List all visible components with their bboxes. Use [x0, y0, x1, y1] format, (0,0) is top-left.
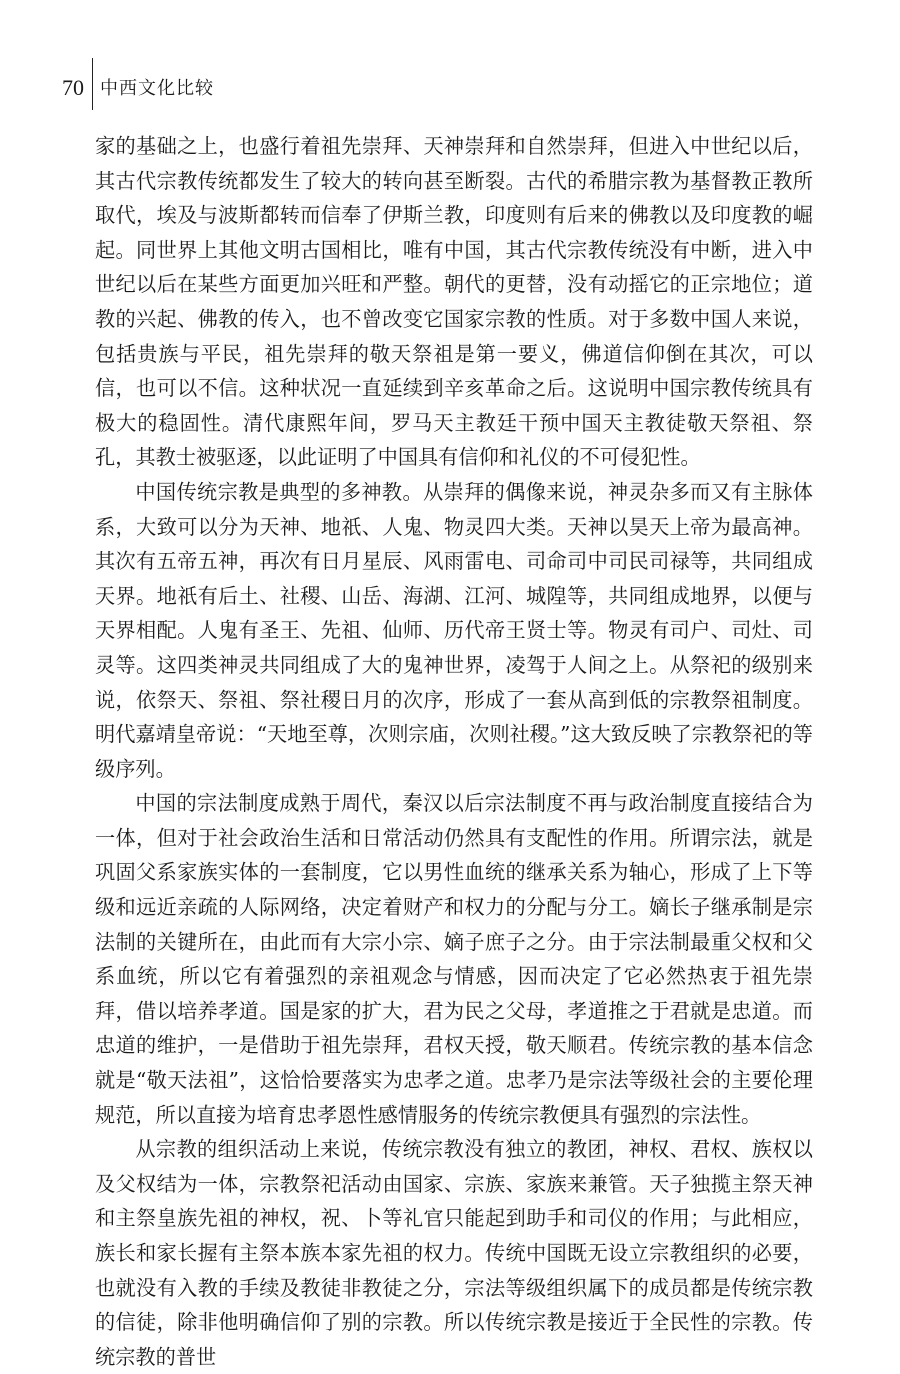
- paragraph: 从宗教的组织活动上来说，传统宗教没有独立的教团，神权、君权、族权以及父权结为一体，宗教祭祀活动由国家、宗族、家族来兼管。天子独揽主祭天神和主祭皇族先祖的神权，祝、卜等礼官只能起到助手和司仪的作用；与此相应，族长和家长握有主祭本族本家先祖的权力。传统中国既无设立宗教组织的必要，也就没有入教的手续及教徒非教徒之分，宗法等级组织属下的成员都是传统宗教的信徒，除非他明确信仰了别的宗教。所以传统宗教是接近于全民性的宗教。传统宗教的普世: [95, 1137, 813, 1369]
- book-title: 中西文化比较: [100, 78, 214, 99]
- paragraph: 家的基础之上，也盛行着祖先崇拜、天神崇拜和自然崇拜，但进入中世纪以后，其古代宗教传统都发生了较大的转向甚至断裂。古代的希腊宗教为基督教正教所取代，埃及与波斯都转而信奉了伊斯兰教，印度则有后来的佛教以及印度教的崛起。同世界上其他文明古国相比，唯有中国，其古代宗教传统没有中断，进入中世纪以后在某些方面更加兴旺和严整。朝代的更替，没有动摇它的正宗地位；道教的兴起、佛教的传入，也不曾改变它国家宗教的性质。对于多数中国人来说，包括贵族与平民，祖先崇拜的敬天祭祖是第一要义，佛道信仰倒在其次，可以信，也可以不信。这种状况一直延续到辛亥革命之后。这说明中国宗教传统具有极大的稳固性。清代康熙年间，罗马天主教廷干预中国天主教徒敬天祭祖、祭孔，其教士被驱逐，以此证明了中国具有信仰和礼仪的不可侵犯性。: [95, 134, 813, 470]
- page-number: 70: [62, 75, 84, 100]
- body-text: [95, 129, 813, 1374]
- paragraph: 中国的宗法制度成熟于周代，秦汉以后宗法制度不再与政治制度直接结合为一体，但对于社会政治生活和日常活动仍然具有支配性的作用。所谓宗法，就是巩固父系家族实体的一套制度，它以男性血统的继承关系为轴心，形成了上下等级和远近亲疏的人际网络，决定着财产和权力的分配与分工。嫡长子继承制是宗法制的关键所在，由此而有大宗小宗、嫡子庶子之分。由于宗法制最重父权和父系血统，所以它有着强烈的亲祖观念与情感，因而决定了它必然热衷于祖先崇拜，借以培养孝道。国是家的扩大，君为民之父母，孝道推之于君就是忠道。而忠道的维护，一是借助于祖先崇拜，君权天授，敬天顺君。传统宗教的基本信念就是“敬天法祖”，这恰恰要落实为忠孝之道。忠孝乃是宗法等级社会的主要伦理规范，所以直接为培育忠孝恩性感情服务的传统宗教便具有强烈的宗法性。: [95, 791, 813, 1127]
- paragraph: 中国传统宗教是典型的多神教。从崇拜的偶像来说，神灵杂多而又有主脉体系，大致可以分为天神、地祇、人鬼、物灵四大类。天神以昊天上帝为最高神。其次有五帝五神，再次有日月星辰、风雨雷电、司命司中司民司禄等，共同组成天界。地祇有后土、社稷、山岳、海湖、江河、城隍等，共同组成地界，以便与天界相配。人鬼有圣王、先祖、仙师、历代帝王贤士等。物灵有司户、司灶、司灵等。这四类神灵共同组成了大的鬼神世界，凌驾于人间之上。从祭祀的级别来说，依祭天、祭祖、祭社稷日月的次序，形成了一套从高到低的宗教祭祖制度。明代嘉靖皇帝说：“天地至尊，次则宗庙，次则社稷。”这大致反映了宗教祭祀的等级序列。: [95, 479, 813, 781]
- header-divider: [92, 58, 93, 110]
